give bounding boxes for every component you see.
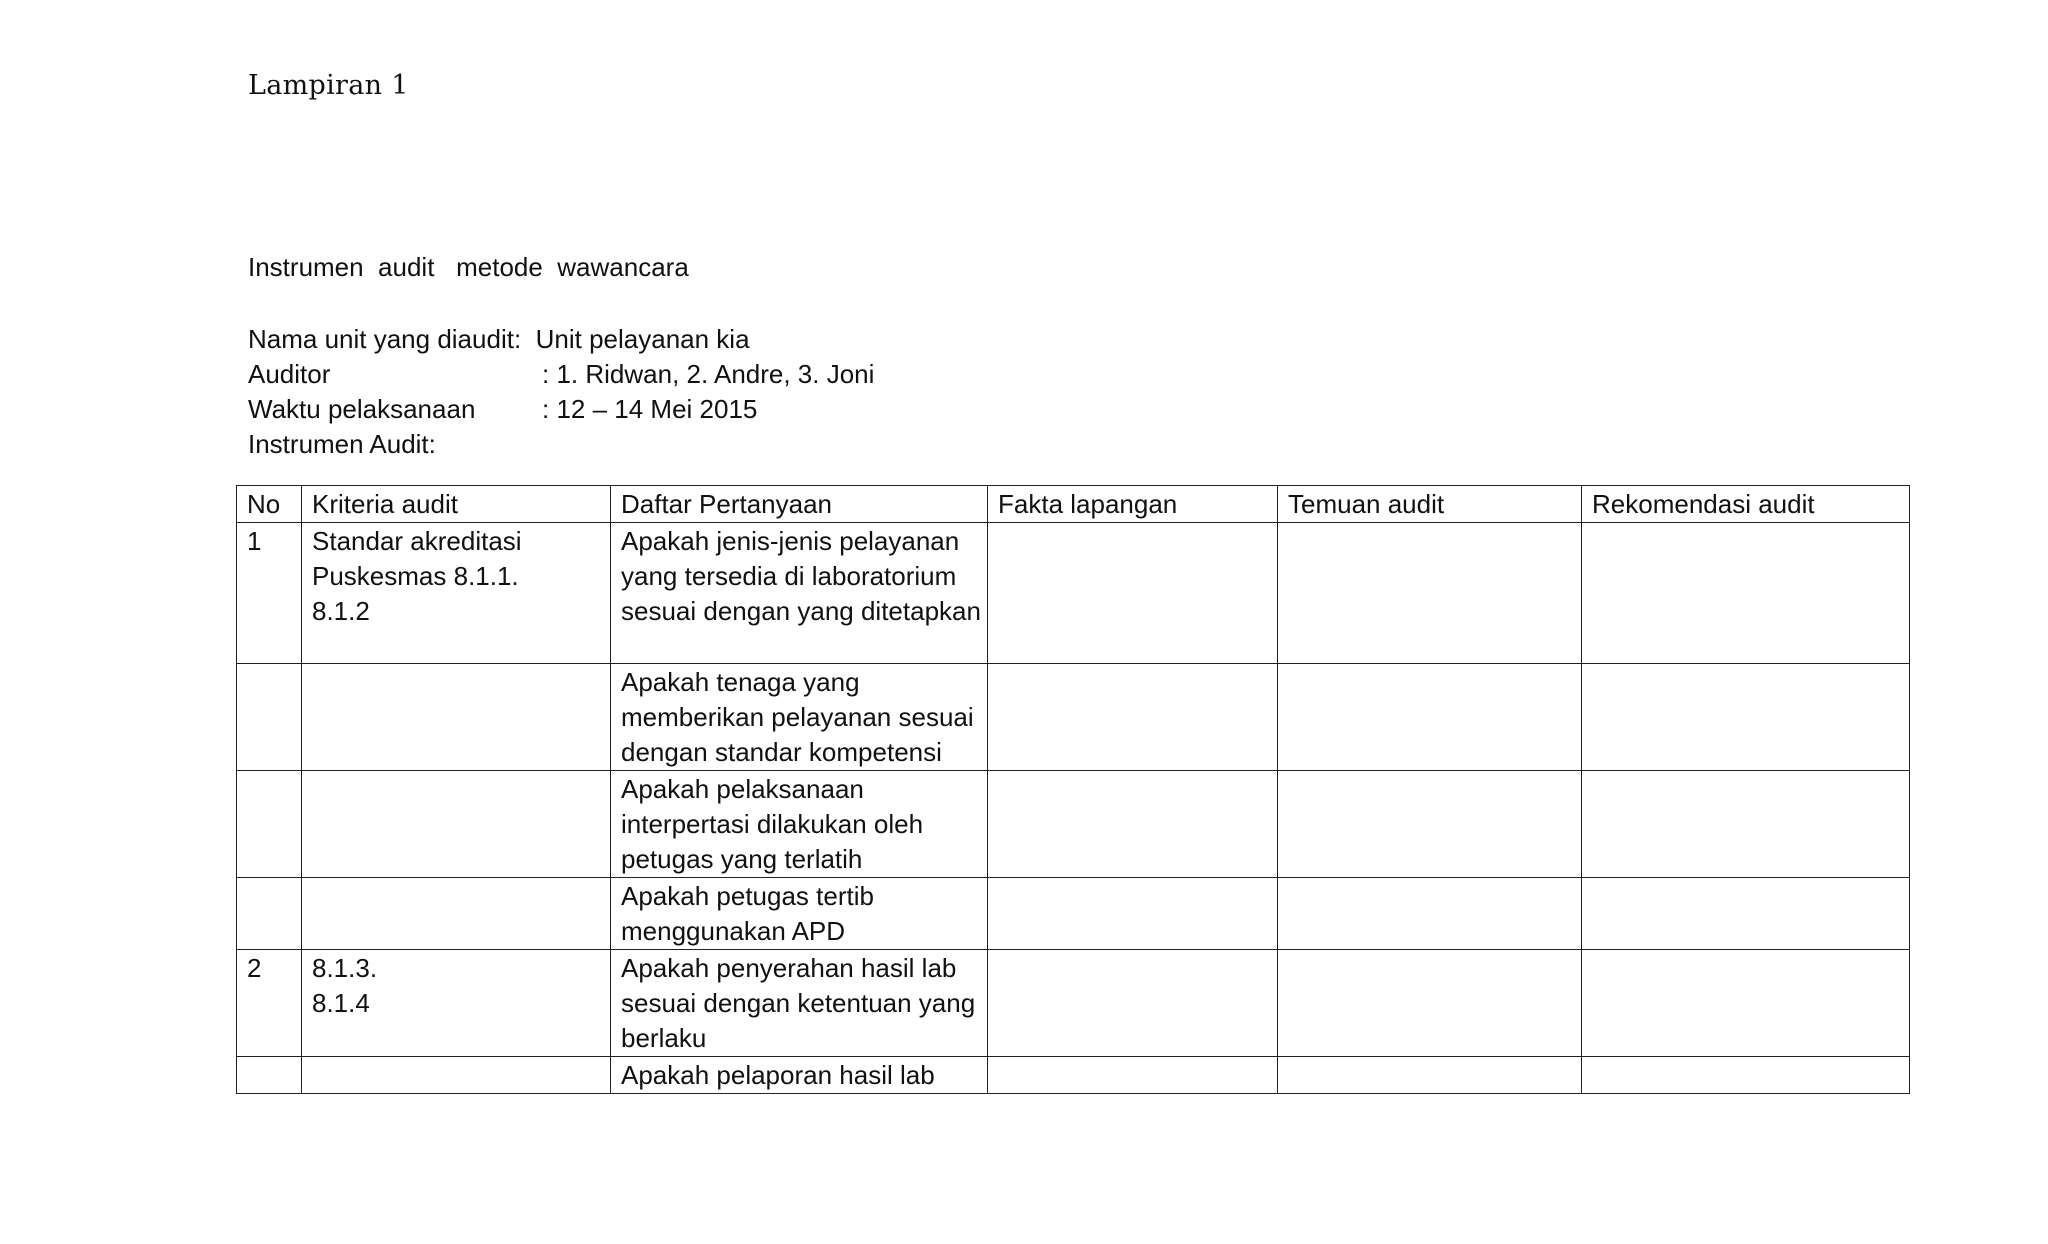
cell-pertanyaan: Apakah tenaga yang memberikan pelayanan sesuai dengan standar kompetensi [611,664,988,771]
table-row [237,950,1910,1057]
cell-temuan[interactable] [1278,950,1582,1057]
cell-fakta[interactable] [988,878,1278,950]
audit-info-block [248,322,874,462]
instrument-label: Instrumen Audit: [248,429,436,459]
cell-kriteria [302,1057,611,1094]
cell-rekomendasi[interactable] [1582,950,1910,1057]
attachment-label: Lampiran 1 [248,70,409,101]
header-temuan: Temuan audit [1278,486,1582,523]
cell-pertanyaan: Apakah penyerahan hasil lab sesuai dengan ketentuan yang berlaku [611,950,988,1057]
cell-no [237,771,302,878]
cell-rekomendasi[interactable] [1582,771,1910,878]
table-row [237,878,1910,950]
unit-label: Nama unit yang diaudit: [248,324,522,354]
cell-no [237,664,302,771]
auditor-row [248,357,874,392]
header-rekomendasi: Rekomendasi audit [1582,486,1910,523]
cell-rekomendasi[interactable] [1582,523,1910,664]
cell-rekomendasi[interactable] [1582,664,1910,771]
table-row [237,771,1910,878]
unit-row [248,322,874,357]
cell-fakta[interactable] [988,950,1278,1057]
cell-pertanyaan: Apakah pelaporan hasil lab [611,1057,988,1094]
cell-fakta[interactable] [988,1057,1278,1094]
cell-no [237,878,302,950]
auditor-value: : 1. Ridwan, 2. Andre, 3. Joni [542,359,875,389]
cell-fakta[interactable] [988,664,1278,771]
cell-pertanyaan: Apakah jenis-jenis pelayanan yang tersedia di laboratorium sesuai dengan yang ditetapkan [611,523,988,664]
header-pertanyaan: Daftar Pertanyaan [611,486,988,523]
cell-rekomendasi[interactable] [1582,878,1910,950]
cell-no [237,1057,302,1094]
table-row [237,1057,1910,1094]
audit-instrument-table [236,485,1910,1094]
unit-value-text: Unit pelayanan kia [535,324,750,354]
auditor-label: Auditor [248,359,331,389]
cell-pertanyaan: Apakah petugas tertib menggunakan APD [611,878,988,950]
cell-no: 1 [237,523,302,664]
cell-temuan[interactable] [1278,523,1582,664]
schedule-label: Waktu pelaksanaan [248,394,476,424]
cell-pertanyaan: Apakah pelaksanaan interpertasi dilakukan oleh petugas yang terlatih [611,771,988,878]
table-row [237,523,1910,664]
cell-kriteria [302,878,611,950]
cell-kriteria: 8.1.3. 8.1.4 [302,950,611,1057]
cell-temuan[interactable] [1278,664,1582,771]
table-row [237,664,1910,771]
document-title: Instrumen audit metode wawancara [248,252,689,282]
unit-value [521,322,535,357]
cell-temuan[interactable] [1278,771,1582,878]
header-fakta: Fakta lapangan [988,486,1278,523]
cell-kriteria [302,771,611,878]
cell-rekomendasi[interactable] [1582,1057,1910,1094]
cell-kriteria [302,664,611,771]
cell-no: 2 [237,950,302,1057]
cell-fakta[interactable] [988,523,1278,664]
cell-temuan[interactable] [1278,1057,1582,1094]
table-header-row [237,486,1910,523]
cell-fakta[interactable] [988,771,1278,878]
schedule-row [248,392,874,427]
schedule-value: : 12 – 14 Mei 2015 [542,394,758,424]
cell-kriteria: Standar akreditasi Puskesmas 8.1.1. 8.1.2 [302,523,611,664]
header-kriteria: Kriteria audit [302,486,611,523]
cell-temuan[interactable] [1278,878,1582,950]
instrument-row [248,427,874,462]
header-no: No [237,486,302,523]
